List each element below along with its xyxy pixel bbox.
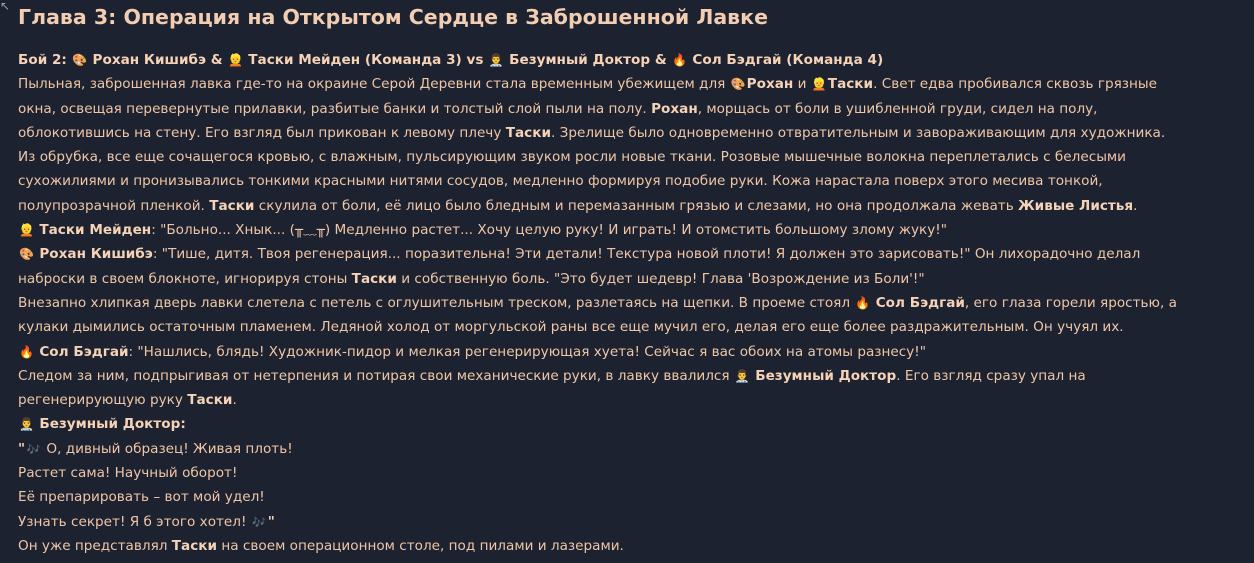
text: наброски в своем блокноте, игнорируя стоны (18, 270, 348, 287)
text: . (1133, 197, 1138, 214)
text-line (18, 364, 1248, 388)
speaker-doctor: Безумный Доктор (39, 416, 181, 433)
battle-team-b: Безумный Доктор & (509, 52, 667, 68)
blond-person-icon: 👱 (811, 77, 827, 92)
poem-text: Её препарировать – вот мой удел! (18, 489, 265, 506)
blond-person-icon: 👱 (19, 223, 34, 238)
speaker-colon: : (180, 416, 186, 433)
fire-icon: 🔥 (672, 53, 688, 67)
text: и собственную боль. "Это будет шедевр! Глава 'Возрождение из Боли'!" (401, 270, 925, 287)
text: . Свет едва пробивался сквозь грязные (873, 76, 1158, 93)
battle-team-a: Рохан Кишибэ & (92, 52, 223, 68)
text: Из обрубка, все еще сочащегося кровью, с влажным, пульсирующим звуком росли новые ткани. Розовые мышечные волокна переплетались с белесыми (18, 149, 1127, 166)
palette-icon: 🎨 (730, 77, 746, 92)
dialogue-text: : "Тише, дитя. Твоя регенерация... поразительна! Эти детали! Текстура новой плоти! Я должен это зарисовать!" Он лихорадочно делал (152, 246, 1141, 263)
speaker-sol: Сол Бэдгай (39, 343, 129, 360)
name-taski: Таски (187, 392, 233, 409)
name-sol: Сол Бэдгай (875, 294, 965, 311)
name-taski: Таски (209, 197, 255, 214)
name-taski: Таски (505, 124, 551, 141)
name-doctor: Безумный Доктор (755, 367, 897, 384)
text: , морщась от боли в ушибленной груди, сидел на полу, (697, 100, 1098, 117)
music-notes-icon: 🎶 (26, 442, 41, 456)
name-taski: Таски (351, 270, 397, 287)
name-living-leaves: Живые Листья (1018, 197, 1134, 214)
palette-icon: 🎨 (72, 53, 88, 67)
chapter-title: Глава 3: Операция на Открытом Сердце в Заброшенной Лавке (18, 5, 768, 29)
text-line (18, 267, 1248, 291)
fire-icon: 🔥 (855, 295, 871, 310)
battle-team-a2: Таски Мейден (Команда 3) vs (248, 52, 484, 68)
speaker-rohan: Рохан Кишибэ (39, 246, 153, 263)
palette-icon: 🎨 (19, 247, 34, 262)
text-line (18, 72, 1248, 96)
text: Он уже представлял (18, 537, 168, 554)
text: Следом за ним, подпрыгивая от нетерпения и потирая свои механические руки, в лавку ввалился (18, 367, 730, 384)
text: регенерирующую руку (18, 392, 183, 409)
dialogue-text: : "Больно... Хнык... (╥﹏╥) Медленно растет... Хочу целую руку! И играть! И отомстить большому злому жуку!" (151, 222, 947, 239)
text: окна, освещая перевернутые прилавки, разбитые банки и толстый слой пыли на полу. (18, 100, 647, 117)
doctor-icon: 👨‍⚕️ (734, 368, 750, 383)
name-taski: Таски (827, 76, 874, 93)
text: . Зрелище было одновременно отвратительным и завораживающим для художника. (550, 124, 1166, 141)
text-line (18, 291, 1248, 315)
text: , его глаза горели яростью, а (964, 294, 1177, 311)
poem-text: Узнать секрет! Я б этого хотел! (18, 513, 247, 530)
text: скулила от боли, её лицо было бледным и перемазанным грязью и слезами, но она продолжала жевать (258, 197, 1014, 214)
text: Внезапно хлипкая дверь лавки слетела с петель с оглушительным треском, разлетаясь на щепки. В проеме стоял (18, 294, 851, 311)
text-line (18, 388, 1248, 412)
dialogue-line-rohan (18, 242, 1248, 266)
text-line (18, 194, 1248, 218)
text: и (797, 76, 807, 93)
text: сухожилиями и пронизывались тонкими красными нитями сосудов, медленно формируя подобие руки. Кожа нарастала поверх этого месива тонкой, (18, 173, 1103, 190)
speaker-taski: Таски Мейден (39, 222, 152, 239)
text: . Его взгляд сразу упал на (896, 367, 1086, 384)
battle-prefix: Бой 2: (18, 52, 67, 68)
battle-line (18, 48, 1248, 72)
text: на своем операционном столе, под пилами и лазерами. (221, 537, 624, 554)
poem-line (18, 485, 1248, 509)
battle-team-b2: Сол Бэдгай (Команда 4) (692, 52, 884, 68)
text-line (18, 315, 1248, 339)
text: кулаки дымились остаточным пламенем. Ледяной холод от моргульской раны все еще мучил его, делая его еще более раздражительным. Он учуял их. (18, 319, 1124, 336)
doctor-icon: 👨‍⚕️ (488, 53, 504, 67)
dialogue-line-taski (18, 218, 1248, 242)
fire-icon: 🔥 (19, 344, 34, 359)
quote-open: " (18, 440, 26, 457)
dialogue-line-doctor (18, 412, 1248, 436)
name-rohan: Рохан (746, 76, 794, 93)
corner-mark: ↖ (0, 0, 11, 13)
text: . (232, 392, 237, 409)
text-line (18, 169, 1248, 193)
text-line (18, 121, 1248, 145)
poem-line (18, 437, 1248, 461)
dialogue-line-sol (18, 340, 1248, 364)
text-line (18, 97, 1248, 121)
doctor-icon: 👨‍⚕️ (19, 417, 34, 432)
dialogue-text: : "Нашлись, блядь! Художник-пидор и мелкая регенерирующая хуета! Сейчас я вас обоих на атомы разнесу!" (128, 343, 927, 360)
story-body (18, 48, 1248, 558)
poem-line (18, 461, 1248, 485)
name-taski: Таски (171, 537, 218, 554)
text: Пыльная, заброшенная лавка где-то на окраине Серой Деревни стала временным убежищем для (18, 76, 726, 93)
poem-text: Растет сама! Научный оборот! (18, 465, 238, 482)
name-rohan: Рохан (651, 100, 698, 117)
music-notes-icon: 🎶 (252, 515, 267, 529)
blond-person-icon: 👱 (227, 53, 243, 67)
poem-line (18, 510, 1248, 534)
text-line (18, 534, 1248, 558)
quote-close: " (267, 513, 275, 530)
text-line (18, 145, 1248, 169)
poem-text: О, дивный образец! Живая плоть! (46, 440, 293, 457)
text: облокотившись на стену. Его взгляд был прикован к левому плечу (18, 124, 502, 141)
text: полупрозрачной пленкой. (18, 197, 205, 214)
